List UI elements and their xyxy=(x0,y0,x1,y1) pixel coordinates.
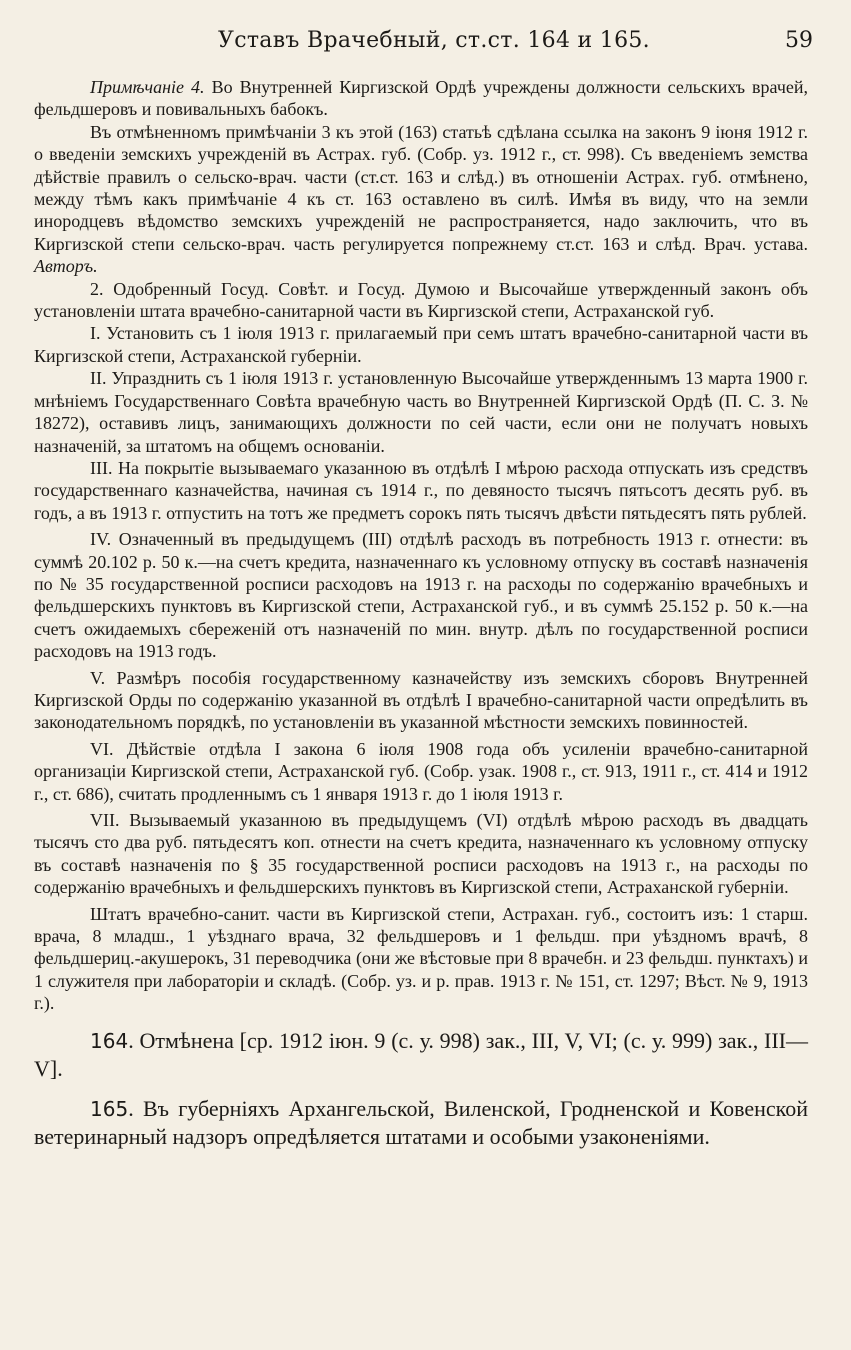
article-165-number: 165 xyxy=(90,1096,129,1121)
article-164-text: . Отмѣнена [ср. 1912 іюн. 9 (с. у. 998) зак., III, V, VI; (с. у. 999) зак., III—V]. xyxy=(34,1027,808,1081)
note-4-text: Во Внутренней Киргизской Ордѣ учреждены должности сельскихъ врачей, фельдшеровъ и повивальныхъ бабокъ. xyxy=(34,77,808,120)
section-III: III. На покрытіе вызываемаго указанною въ отдѣлѣ I мѣрою расхода отпускать изъ средствъ государственнаго казначейства, начиная съ 1914 г., по девяносто тысячъ пятьсотъ десять руб. въ годъ, а въ 1913 г. отпустить на тотъ же предметъ сорокъ пять тысячъ двѣсти пятьдесятъ пять рублей. xyxy=(34,457,808,523)
header-title: Уставъ Врачебный, ст.ст. 164 и 165. xyxy=(218,28,650,53)
author-signature: Авторъ. xyxy=(34,256,98,277)
section-IV: IV. Означенный въ предыдущемъ (III) отдѣлѣ расходъ въ потребность 1913 г. отнести: въ суммѣ 20.102 р. 50 к.—на счетъ кредита, назначеннаго къ условному отпуску въ составѣ назначенія по № 35 государственной росписи расходовъ на 1913 г. на расходы по содержанію врачебныхъ и фельдшерскихъ пунктовъ въ Киргизской степи, Астраханской губ., и въ суммѣ 25.152 р. 50 к.—на счетъ ожидаемыхъ сбереженій отъ назначеній по мин. внутр. дѣлъ по государственной росписи расходовъ на 1913 годъ. xyxy=(34,529,808,662)
section-II: II. Упразднить съ 1 іюля 1913 г. установленную Высочайше утвержденнымъ 13 марта 1900 г. мнѣніемъ Государственнаго Совѣта врачебную часть во Внутренней Киргизской Ордѣ (П. С. З. № 18272), оставивъ лицъ, занимающихъ должности по сей части, если они не получатъ новыхъ назначеній, за штатомъ на общемъ основаніи. xyxy=(34,368,808,456)
article-165 xyxy=(34,1095,808,1151)
paragraph-2: 2. Одобренный Госуд. Совѣт. и Госуд. Думою и Высочайше утвержденный законъ объ установленіи штата врачебно-санитарной части въ Киргизской степи, Астраханской губ. xyxy=(34,278,808,322)
section-V: V. Размѣръ пособія государственному казначейству изъ земскихъ сборовъ Внутренней Киргизской Орды по содержанію указанной въ отдѣлѣ I врачебно-санитарной части опредѣлить въ законодательномъ порядкѣ, по установленіи въ указанной мѣстности земскихъ повинностей. xyxy=(34,667,808,733)
note-4 xyxy=(34,76,808,121)
article-164 xyxy=(34,1027,808,1083)
section-VII: VII. Вызываемый указанною въ предыдущемъ (VI) отдѣлѣ мѣрою расходъ въ двадцать тысячъ сто два руб. пятьдесятъ коп. отнести на счетъ кредита, назначеннаго къ условному отпуску въ составѣ назначенія по § 35 государственной росписи расходовъ на 1913 г., на расходы по содержанію врачебныхъ и фельдшерскихъ пунктовъ въ Киргизской степи, Астраханской губерніи. xyxy=(34,810,808,898)
author-commentary-text: Въ отмѣненномъ примѣчаніи 3 къ этой (163) статьѣ сдѣлана ссылка на законъ 9 іюня 1912 г. о введеніи земскихъ учрежденій въ Астрах. губ. (Собр. уз. 1912 г., ст. 998). Съ введеніемъ земства дѣйствіе правилъ о сельско-врач. части (ст.ст. 163 и слѣд.) въ отношеніи Астрах. губ. отмѣнено, между тѣмъ какъ примѣчаніе 4 къ ст. 163 оставлено въ силѣ. Имѣя въ виду, что на земли инородцевъ вѣдомство земскихъ учрежденій не распространяется, надо заключить, что въ Киргизской степи сельско-врач. часть регулируется попрежнему ст.ст. 163 и слѣд. Врач. устава. xyxy=(34,121,808,254)
article-164-number: 164 xyxy=(90,1028,129,1053)
page-number: 59 xyxy=(785,28,813,53)
section-VI: VI. Дѣйствіе отдѣла I закона 6 іюля 1908 года объ усиленіи врачебно-санитарной организаціи Киргизской степи, Астраханской губ. (Собр. узак. 1908 г., ст. 913, 1911 г., ст. 414 и 1912 г., ст. 686), считать продленнымъ съ 1 января 1913 г. до 1 іюля 1913 г. xyxy=(34,738,808,804)
article-165-text: . Въ губерніяхъ Архангельской, Виленской, Гродненской и Ковенской ветеринарный надзоръ опредѣляется штатами и особыми узаконеніями. xyxy=(34,1095,808,1149)
section-I: I. Установить съ 1 іюля 1913 г. прилагаемый при семъ штатъ врачебно-санитарной части въ Киргизской степи, Астраханской губерніи. xyxy=(34,323,808,366)
page-body xyxy=(34,76,808,1151)
running-header xyxy=(0,28,851,62)
note-4-label: Примѣчаніе 4. xyxy=(90,77,205,97)
staff-composition: Штатъ врачебно-санит. части въ Киргизской степи, Астрахан. губ., состоитъ изъ: 1 старш. врача, 8 младш., 1 уѣзднаго врача, 32 фельдшеровъ и 1 фельдш. при уѣздномъ врачѣ, 8 фельдшериц.-акушерокъ, 31 переводчика (они же вѣстовые при 8 врачебн. и 23 фельдш. пунктахъ) и 1 служителя при лабораторіи и складѣ. (Собр. уз. и р. прав. 1913 г. № 151, ст. 1297; Вѣст. № 9, 1913 г.). xyxy=(34,903,808,1014)
author-commentary xyxy=(34,121,808,278)
